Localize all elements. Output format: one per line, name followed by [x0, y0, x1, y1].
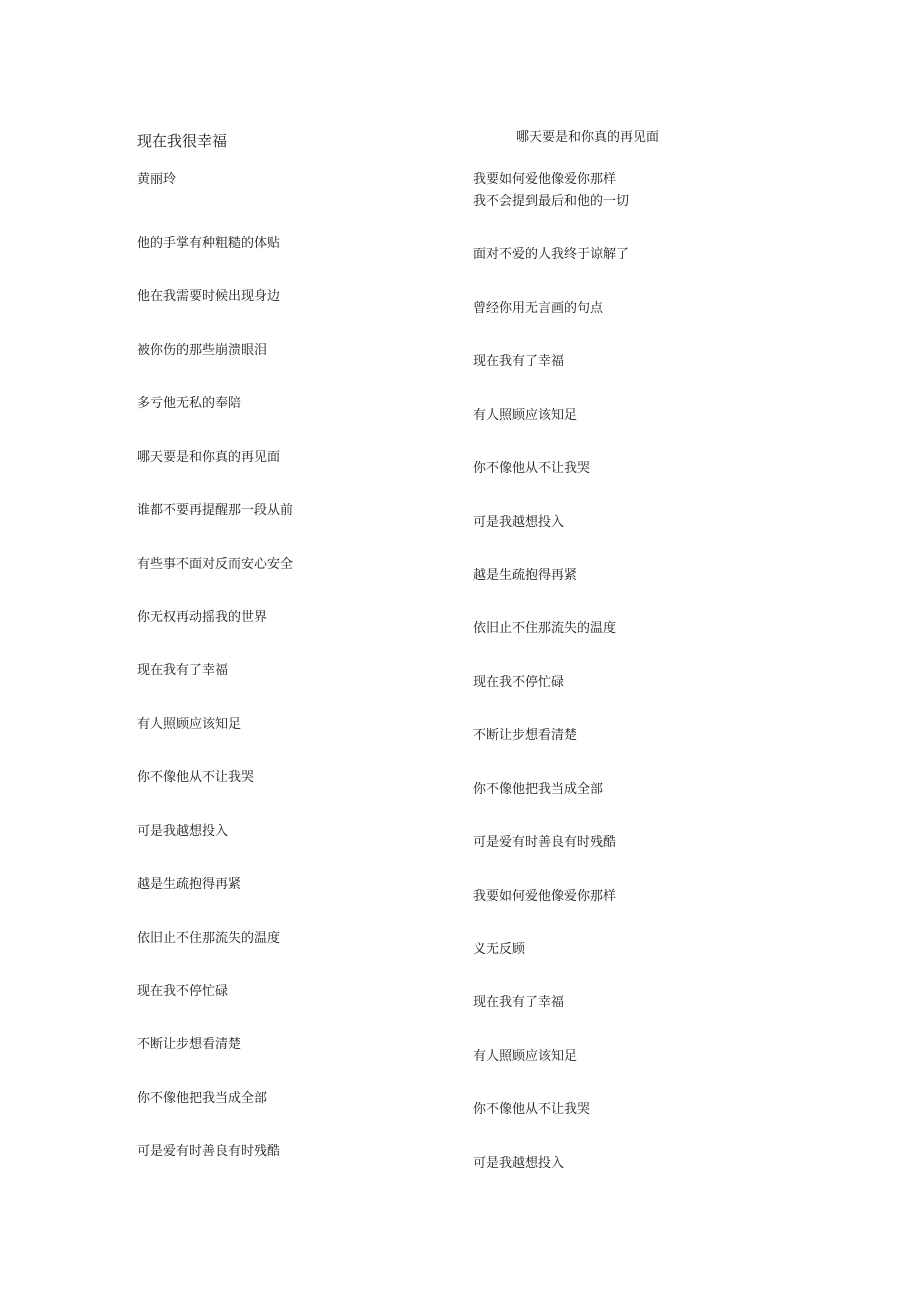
song-title: 现在我很幸福: [137, 132, 228, 150]
lyric-line: 我要如何爱他像爱你那样: [473, 889, 617, 904]
lyric-line: 你不像他从不让我哭: [473, 1102, 591, 1117]
lyric-line: 被你伤的那些崩溃眼泪: [137, 343, 268, 358]
lyric-line: 多亏他无私的奉陪: [137, 396, 242, 411]
lyric-line: 可是我越想投入: [473, 515, 565, 530]
lyric-line: 可是爱有时善良有时残酷: [473, 835, 617, 850]
lyric-line: 不断让步想看清楚: [473, 728, 578, 743]
lyric-line: 现在我不停忙碌: [473, 675, 565, 690]
lyric-line: 你无权再动摇我的世界: [137, 610, 268, 625]
lyric-line: 我不会提到最后和他的一切: [473, 194, 630, 209]
lyric-line: 可是我越想投入: [137, 824, 229, 839]
lyric-line: 我要如何爱他像爱你那样: [473, 172, 617, 187]
lyric-line: 越是生疏抱得再紧: [137, 877, 242, 892]
lyric-line: 他在我需要时候出现身边: [137, 289, 281, 304]
lyric-line: 现在我有了幸福: [473, 354, 565, 369]
lyric-line: 有人照顾应该知足: [137, 717, 242, 732]
lyric-line: 不断让步想看清楚: [137, 1037, 242, 1052]
lyric-line: 现在我有了幸福: [473, 995, 565, 1010]
lyric-line: 你不像他从不让我哭: [473, 461, 591, 476]
lyric-line: 可是我越想投入: [473, 1156, 565, 1171]
right-column-header: 哪天要是和你真的再见面: [516, 130, 660, 145]
artist-name: 黄丽玲: [137, 172, 177, 187]
lyric-line: 有些事不面对反而安心安全: [137, 557, 294, 572]
lyric-line: 曾经你用无言画的句点: [473, 301, 604, 316]
lyric-line: 你不像他把我当成全部: [473, 782, 604, 797]
lyric-line: 义无反顾: [473, 942, 526, 957]
lyric-line: 依旧止不住那流失的温度: [473, 621, 617, 636]
lyric-line: 现在我不停忙碌: [137, 984, 229, 999]
lyric-line: 面对不爱的人我终于谅解了: [473, 247, 630, 262]
lyric-line: 你不像他从不让我哭: [137, 770, 255, 785]
lyric-line: 有人照顾应该知足: [473, 1049, 578, 1064]
lyric-line: 他的手掌有种粗糙的体贴: [137, 236, 281, 251]
lyric-line: 你不像他把我当成全部: [137, 1091, 268, 1106]
lyric-line: 越是生疏抱得再紧: [473, 568, 578, 583]
lyric-line: 现在我有了幸福: [137, 663, 229, 678]
lyric-line: 哪天要是和你真的再见面: [137, 450, 281, 465]
lyric-line: 依旧止不住那流失的温度: [137, 931, 281, 946]
lyric-line: 有人照顾应该知足: [473, 408, 578, 423]
lyric-line: 谁都不要再提醒那一段从前: [137, 503, 294, 518]
lyric-line: 可是爱有时善良有时残酷: [137, 1144, 281, 1159]
